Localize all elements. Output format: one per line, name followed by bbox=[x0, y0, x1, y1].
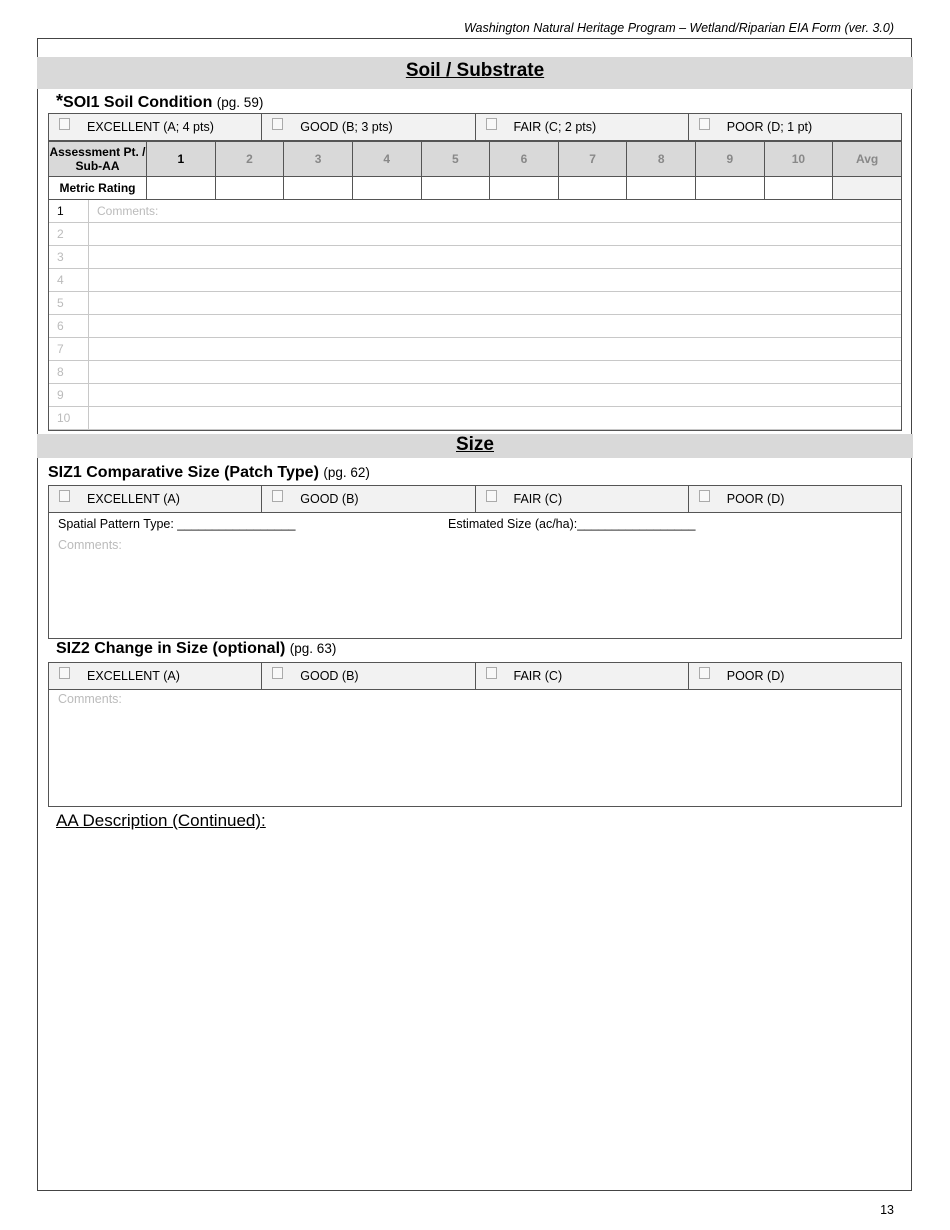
rating-cell[interactable] bbox=[352, 177, 421, 200]
soi1-option-good[interactable] bbox=[261, 114, 474, 140]
comment-row[interactable] bbox=[49, 315, 902, 338]
rating-cell[interactable] bbox=[764, 177, 833, 200]
point-header: 8 bbox=[627, 142, 696, 177]
page-number: 13 bbox=[880, 1203, 894, 1217]
siz2-title bbox=[56, 640, 336, 658]
option-label: EXCELLENT (A; 4 pts) bbox=[87, 120, 214, 134]
rating-cell[interactable] bbox=[284, 177, 353, 200]
point-header: 7 bbox=[558, 142, 627, 177]
soi1-option-excellent[interactable] bbox=[49, 114, 261, 140]
siz1-option-poor[interactable] bbox=[688, 486, 901, 512]
comment-row-number: 3 bbox=[49, 246, 89, 269]
checkbox-icon[interactable] bbox=[59, 118, 70, 130]
comment-text[interactable] bbox=[89, 223, 902, 246]
point-header: 3 bbox=[284, 142, 353, 177]
soi1-title bbox=[56, 91, 263, 112]
option-label: GOOD (B; 3 pts) bbox=[300, 120, 393, 134]
siz1-comments[interactable]: Comments: bbox=[58, 538, 122, 552]
comment-row[interactable] bbox=[49, 246, 902, 269]
assessment-points-row bbox=[49, 142, 902, 177]
point-header: 10 bbox=[764, 142, 833, 177]
comment-row-number: 9 bbox=[49, 384, 89, 407]
option-label: GOOD (B) bbox=[300, 492, 359, 506]
comment-row[interactable] bbox=[49, 407, 902, 430]
rating-cell[interactable] bbox=[558, 177, 627, 200]
comment-row-number: 4 bbox=[49, 269, 89, 292]
comment-text[interactable] bbox=[89, 269, 902, 292]
comment-row[interactable] bbox=[49, 292, 902, 315]
comment-text[interactable]: Comments: bbox=[89, 200, 902, 223]
siz1-title bbox=[48, 464, 370, 482]
point-header: 9 bbox=[696, 142, 765, 177]
comment-row[interactable] bbox=[49, 338, 902, 361]
point-header: 1 bbox=[147, 142, 216, 177]
comment-text[interactable] bbox=[89, 338, 902, 361]
siz2-comments[interactable]: Comments: bbox=[58, 692, 122, 706]
comment-text[interactable] bbox=[89, 246, 902, 269]
option-label: FAIR (C) bbox=[513, 492, 563, 506]
siz1-rating-options bbox=[48, 485, 902, 513]
siz1-name: SIZ1 Comparative Size (Patch Type) bbox=[48, 464, 319, 481]
comment-text[interactable] bbox=[89, 361, 902, 384]
metric-rating-label: Metric Rating bbox=[49, 177, 147, 200]
soi1-page-ref: (pg. 59) bbox=[216, 95, 264, 110]
checkbox-icon[interactable] bbox=[272, 667, 283, 679]
soi1-option-poor[interactable] bbox=[688, 114, 901, 140]
option-label: EXCELLENT (A) bbox=[87, 669, 180, 683]
avg-cell bbox=[833, 177, 902, 200]
comment-row-number: 10 bbox=[49, 407, 89, 430]
siz2-option-fair[interactable] bbox=[475, 663, 688, 689]
soil-section-title: Soil / Substrate bbox=[37, 57, 913, 89]
comment-row-number: 6 bbox=[49, 315, 89, 338]
comment-row[interactable] bbox=[49, 269, 902, 292]
assessment-label: Assessment Pt. / Sub-AA bbox=[49, 142, 147, 177]
checkbox-icon[interactable] bbox=[59, 490, 70, 502]
checkbox-icon[interactable] bbox=[272, 118, 283, 130]
aa-description-heading: AA Description (Continued): bbox=[56, 811, 266, 830]
rating-cell[interactable] bbox=[421, 177, 490, 200]
checkbox-icon[interactable] bbox=[699, 490, 710, 502]
siz2-comment-box[interactable] bbox=[48, 689, 902, 807]
comment-text[interactable] bbox=[89, 407, 902, 430]
soi1-rating-options bbox=[48, 113, 902, 141]
comment-text[interactable] bbox=[89, 292, 902, 315]
rating-cell[interactable] bbox=[627, 177, 696, 200]
siz1-page-ref: (pg. 62) bbox=[323, 465, 370, 480]
siz2-option-good[interactable] bbox=[261, 663, 474, 689]
rating-cell[interactable] bbox=[215, 177, 284, 200]
siz1-option-excellent[interactable] bbox=[49, 486, 261, 512]
comment-row[interactable] bbox=[49, 223, 902, 246]
option-label: GOOD (B) bbox=[300, 669, 359, 683]
siz1-option-good[interactable] bbox=[261, 486, 474, 512]
comment-row-number: 2 bbox=[49, 223, 89, 246]
siz1-comment-box[interactable] bbox=[48, 512, 902, 639]
option-label: FAIR (C; 2 pts) bbox=[513, 120, 597, 134]
point-header: 6 bbox=[490, 142, 559, 177]
size-section-title: Size bbox=[37, 434, 913, 458]
comment-row[interactable] bbox=[49, 361, 902, 384]
metric-rating-row bbox=[49, 177, 902, 200]
point-header: 5 bbox=[421, 142, 490, 177]
soi1-comments-table bbox=[48, 199, 902, 430]
comment-row-number: 1 bbox=[49, 200, 89, 223]
siz2-option-poor[interactable] bbox=[688, 663, 901, 689]
estimated-size-field[interactable]: Estimated Size (ac/ha):_________________ bbox=[448, 517, 696, 531]
required-star: * bbox=[56, 91, 64, 111]
siz2-rating-options bbox=[48, 662, 902, 690]
point-header: 2 bbox=[215, 142, 284, 177]
checkbox-icon[interactable] bbox=[486, 118, 497, 130]
soi1-option-fair[interactable] bbox=[475, 114, 688, 140]
option-label: POOR (D) bbox=[726, 669, 785, 683]
checkbox-icon[interactable] bbox=[59, 667, 70, 679]
checkbox-icon[interactable] bbox=[272, 490, 283, 502]
soi1-name: SOI1 Soil Condition bbox=[63, 94, 213, 111]
checkbox-icon[interactable] bbox=[699, 118, 710, 130]
comment-text[interactable] bbox=[89, 384, 902, 407]
assessment-table bbox=[48, 141, 902, 200]
siz2-name: SIZ2 Change in Size (optional) bbox=[56, 640, 286, 657]
avg-header: Avg bbox=[833, 142, 902, 177]
spatial-pattern-field[interactable]: Spatial Pattern Type: _________________ bbox=[58, 517, 296, 531]
checkbox-icon[interactable] bbox=[486, 490, 497, 502]
option-label: FAIR (C) bbox=[513, 669, 563, 683]
comment-row-number: 8 bbox=[49, 361, 89, 384]
siz2-option-excellent[interactable] bbox=[49, 663, 261, 689]
form-header: Washington Natural Heritage Program – Wetland/Riparian EIA Form (ver. 3.0) bbox=[463, 21, 894, 35]
rating-cell[interactable] bbox=[147, 177, 216, 200]
option-label: POOR (D) bbox=[726, 492, 785, 506]
point-header: 4 bbox=[352, 142, 421, 177]
comment-text[interactable] bbox=[89, 315, 902, 338]
comment-row[interactable] bbox=[49, 384, 902, 407]
siz1-option-fair[interactable] bbox=[475, 486, 688, 512]
comment-row-number: 5 bbox=[49, 292, 89, 315]
rating-cell[interactable] bbox=[696, 177, 765, 200]
option-label: POOR (D; 1 pt) bbox=[726, 120, 813, 134]
comment-row-number: 7 bbox=[49, 338, 89, 361]
option-label: EXCELLENT (A) bbox=[87, 492, 180, 506]
comment-row[interactable] bbox=[49, 200, 902, 223]
checkbox-icon[interactable] bbox=[486, 667, 497, 679]
checkbox-icon[interactable] bbox=[699, 667, 710, 679]
rating-cell[interactable] bbox=[490, 177, 559, 200]
siz2-page-ref: (pg. 63) bbox=[289, 641, 337, 656]
